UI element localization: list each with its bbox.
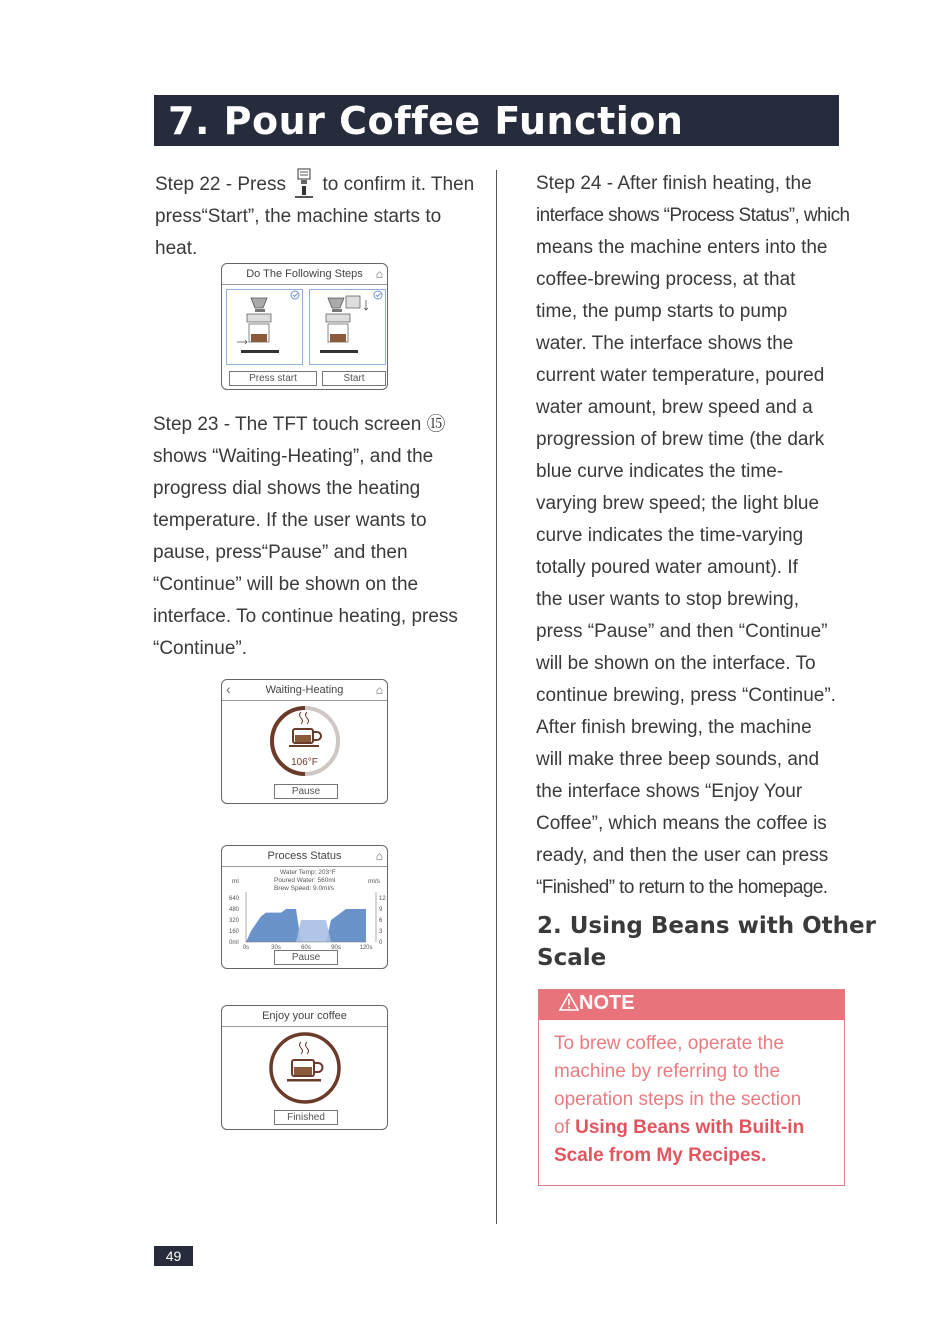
heating-screen <box>221 679 388 804</box>
step24-line: coffee-brewing process, at that <box>536 269 796 290</box>
heating-temperature: 106°F <box>291 757 318 768</box>
process-status-screen <box>221 845 388 969</box>
chart-ylabel-left: ml <box>232 878 239 885</box>
brew-speed-readout: Brew Speed: 9.0ml/s <box>274 885 334 892</box>
water-temp-readout: Water Temp: 203°F <box>280 869 336 876</box>
step24-line: “Finished” to return to the homepage. <box>536 877 828 898</box>
step24-line: will be shown on the interface. To <box>536 653 816 674</box>
home-icon[interactable]: ⌂ <box>375 849 383 863</box>
step24-line: time, the pump starts to pump <box>536 301 788 322</box>
step24-line: the interface shows “Enjoy Your <box>536 781 803 802</box>
step24-line: continue brewing, press “Continue”. <box>536 685 836 706</box>
step24-line: varying brew speed; the light blue <box>536 493 820 514</box>
chart-y-tick-left: 0ml <box>229 940 239 946</box>
section-banner <box>154 95 839 146</box>
step24-line: blue curve indicates the time- <box>536 461 784 482</box>
note-link-text: Scale from My Recipes. <box>554 1145 767 1166</box>
step24-line: After finish brewing, the machine <box>536 717 812 738</box>
chart-y-tick-left: 480 <box>229 907 240 913</box>
coffee-machine-icon <box>227 290 302 364</box>
start-button[interactable]: Start <box>322 371 386 386</box>
steps-screen-title: Do The Following Steps <box>246 268 363 280</box>
step24-line: current water temperature, poured <box>536 365 825 386</box>
coffee-machine-icon <box>310 290 385 364</box>
step22-line1-after: to confirm it. Then <box>322 174 475 195</box>
note-box <box>538 989 845 1186</box>
note-link-text: Using Beans with Built-in <box>575 1117 805 1138</box>
step24-line: the user wants to stop brewing, <box>536 589 799 610</box>
back-chevron-icon[interactable]: ‹ <box>226 681 231 697</box>
finished-button[interactable]: Finished <box>274 1110 338 1125</box>
step-card-press-start[interactable] <box>226 289 303 365</box>
section-heading-line2: Scale <box>537 945 607 971</box>
process-screen-title: Process Status <box>267 850 342 862</box>
step24-text <box>536 168 849 904</box>
column-divider <box>496 170 497 1224</box>
enjoy-screen-title: Enjoy your coffee <box>262 1010 347 1022</box>
screen-header-line <box>222 1026 387 1027</box>
section-heading-line1: 2. Using Beans with Other <box>537 913 876 939</box>
step23-line: shows “Waiting-Heating”, and the <box>153 446 434 467</box>
step23-line: temperature. If the user wants to <box>153 510 427 531</box>
step24-line: means the machine enters into the <box>536 237 828 258</box>
chart-y-tick-left: 320 <box>229 918 240 924</box>
step23-line: Step 23 - The TFT touch screen ⑮ <box>153 414 446 435</box>
step24-line: Step 24 - After finish heating, the <box>536 173 812 194</box>
press-start-button[interactable]: Press start <box>229 371 317 386</box>
step22-line2: press“Start”, the machine starts to <box>155 206 442 227</box>
heating-screen-title: Waiting-Heating <box>265 684 344 696</box>
step24-line: water amount, brew speed and a <box>536 397 813 418</box>
chart-y-tick-left: 640 <box>229 896 240 902</box>
chart-x-tick: 90s <box>331 945 341 950</box>
note-line: operation steps in the section <box>554 1089 802 1110</box>
chart-y-tick-right: 6 <box>379 918 383 924</box>
note-line-prefix: of <box>554 1117 576 1138</box>
chart-ylabel-right: ml/s <box>368 878 380 885</box>
steps-screen <box>221 263 388 390</box>
step24-line: water. The interface shows the <box>536 333 794 354</box>
note-line: machine by referring to the <box>554 1061 781 1082</box>
step24-line: curve indicates the time-varying <box>536 525 804 546</box>
home-icon[interactable]: ⌂ <box>375 683 383 697</box>
note-line: To brew coffee, operate the <box>554 1033 784 1054</box>
chart-y-tick-right: 9 <box>379 907 383 913</box>
chart-y-tick-right: 12 <box>379 896 386 902</box>
chart-x-tick: 30s <box>271 945 281 950</box>
chart-x-tick: 120s <box>359 945 373 950</box>
step23-line: progress dial shows the heating <box>153 478 421 499</box>
note-header <box>539 990 844 1020</box>
step23-text <box>153 409 458 665</box>
step24-line: interface shows “Process Status”, which <box>536 205 850 226</box>
note-title: NOTE <box>579 992 635 1014</box>
step-card-start[interactable] <box>309 289 386 365</box>
step24-line: totally poured water amount). If <box>536 557 798 578</box>
chart-y-tick-left: 160 <box>229 929 240 935</box>
chart-x-tick: 0s <box>242 945 250 950</box>
enjoy-screen <box>221 1005 388 1130</box>
step23-line: “Continue” will be shown on the <box>153 574 419 595</box>
coffee-cup-icon <box>265 1030 345 1106</box>
section-heading <box>537 910 876 974</box>
chart-y-tick-right: 0 <box>379 940 383 946</box>
grinder-button-icon <box>292 168 316 200</box>
pause-button[interactable]: Pause <box>274 784 338 799</box>
brew-chart <box>222 868 387 950</box>
screen-header-line <box>222 700 387 701</box>
chart-x-tick: 60s <box>301 945 311 950</box>
step24-line: Coffee”, which means the coffee is <box>536 813 827 834</box>
home-icon[interactable]: ⌂ <box>375 267 383 281</box>
step23-line: pause, press“Pause” and then <box>153 542 408 563</box>
step24-line: press “Pause” and then “Continue” <box>536 621 828 642</box>
page-number: 49 <box>154 1246 193 1266</box>
step22-line3: heat. <box>155 238 198 259</box>
warning-triangle-icon <box>559 993 579 1011</box>
step23-line: interface. To continue heating, press <box>153 606 458 627</box>
chart-y-tick-right: 3 <box>379 929 383 935</box>
step23-line: “Continue”. <box>153 638 247 659</box>
step24-line: progression of brew time (the dark <box>536 429 825 450</box>
section-title: 7. Pour Coffee Function <box>168 99 684 143</box>
poured-water-readout: Poured Water: 560ml <box>274 877 336 884</box>
step22-line1-before: Step 22 - Press <box>155 174 286 195</box>
pause-button[interactable]: Pause <box>274 950 338 965</box>
step22-text <box>155 168 474 265</box>
screen-header-line <box>222 284 387 285</box>
step24-line: ready, and then the user can press <box>536 845 829 866</box>
step24-line: will make three beep sounds, and <box>536 749 820 770</box>
note-body <box>554 1030 804 1170</box>
screen-header-line <box>222 866 387 867</box>
